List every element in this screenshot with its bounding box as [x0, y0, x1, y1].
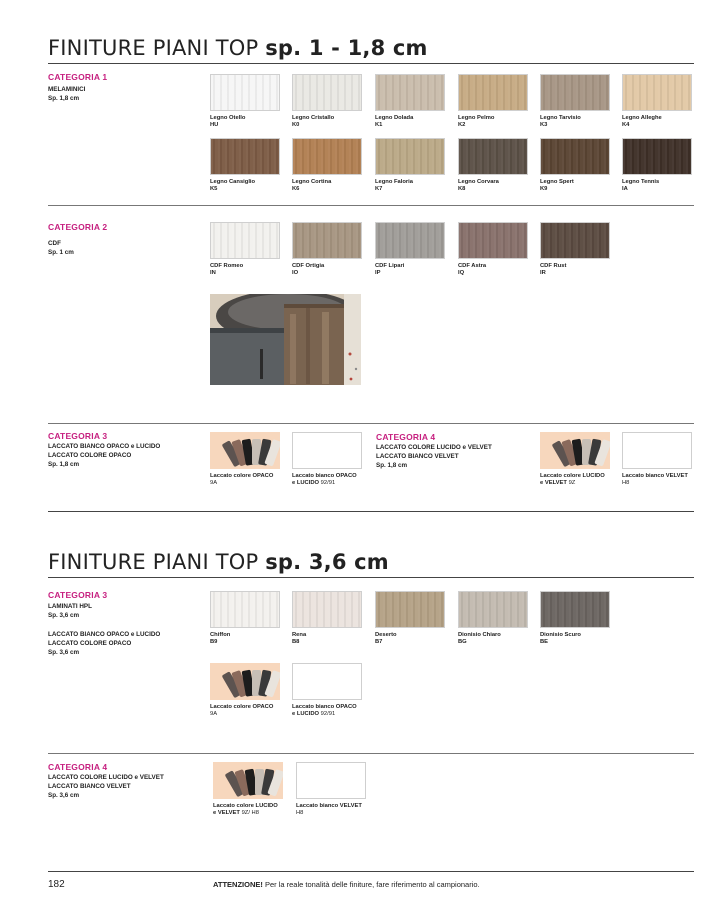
swatch-name: Rena — [292, 632, 307, 638]
swatch-name: Legno Spert — [540, 179, 574, 185]
s1-cat3-line-3: Sp. 1,8 cm — [48, 461, 80, 468]
swatch-K6 — [292, 138, 362, 175]
divider-cat1 — [48, 205, 694, 206]
swatch-name-line2 — [292, 711, 357, 718]
swatch-K5 — [210, 138, 280, 175]
swatch-code: K1 — [375, 122, 383, 128]
s1-cat3-line-2: LACCATO COLORE OPACO — [48, 452, 132, 459]
s1-cat3-line-1: LACCATO BIANCO OPACO e LUCIDO — [48, 443, 161, 450]
swatch-name-line2 — [213, 810, 278, 817]
cat2-line-1: CDF — [48, 240, 61, 247]
swatch-caption — [292, 179, 331, 193]
swatch-code: IA — [622, 186, 628, 192]
swatch-code: 9Z/ H8 — [239, 810, 259, 816]
swatch-9Z/ H8 — [213, 762, 283, 799]
swatch-caption — [210, 704, 273, 718]
swatch-caption — [210, 263, 243, 277]
swatch-name-2: e LUCIDO — [292, 480, 320, 486]
swatch-caption — [540, 115, 581, 129]
cat2-line-2: Sp. 1 cm — [48, 249, 74, 256]
swatch-IA — [622, 138, 692, 175]
swatch-code: IO — [292, 270, 299, 276]
swatch-BG — [458, 591, 528, 628]
swatch-caption — [292, 632, 306, 646]
swatch-9291 — [292, 663, 362, 700]
swatch-code: B7 — [375, 639, 383, 645]
swatch-caption — [375, 263, 404, 277]
swatch-name: Dionisio Chiaro — [458, 632, 501, 638]
cat2-description — [48, 239, 74, 257]
swatch-code: K0 — [292, 122, 300, 128]
swatch-K9 — [540, 138, 610, 175]
swatch-name: Laccato bianco VELVET — [622, 473, 688, 479]
s1-cat3-description — [48, 442, 160, 469]
swatch-code: IR — [540, 270, 546, 276]
swatch-name: Legno Cristallo — [292, 115, 335, 121]
swatch-name: Chiffon — [210, 632, 231, 638]
s2-cat4-line-1: LACCATO COLORE LUCIDO e VELVET — [48, 774, 164, 781]
swatch-code: K4 — [622, 122, 630, 128]
s2-cat3-line-a2: Sp. 3,6 cm — [48, 612, 80, 619]
swatch-caption — [458, 115, 494, 129]
swatch-K7 — [375, 138, 445, 175]
swatch-name-line2 — [540, 480, 605, 487]
footer-note — [213, 880, 480, 889]
swatch-B9 — [210, 591, 280, 628]
swatch-caption — [375, 115, 413, 129]
swatch-caption — [292, 473, 357, 487]
s1-cat4-line-2: LACCATO BIANCO VELVET — [376, 453, 459, 460]
swatch-caption — [622, 473, 688, 487]
swatch-H8 — [622, 432, 692, 469]
swatch-code: BG — [458, 639, 467, 645]
swatch-code: H8 — [622, 480, 630, 486]
swatch-code: 9Z — [566, 480, 576, 486]
footer-note-bold: ATTENZIONE! — [213, 880, 263, 889]
swatch-caption — [296, 803, 362, 817]
section2-top-rule — [48, 577, 694, 578]
swatch-K3 — [540, 74, 610, 111]
swatch-code: K8 — [458, 186, 466, 192]
s1-cat4-line-1: LACCATO COLORE LUCIDO e VELVET — [376, 444, 492, 451]
swatch-caption — [375, 632, 397, 646]
s2-cat3-line-b3: Sp. 3,6 cm — [48, 649, 80, 656]
swatch-IR — [540, 222, 610, 259]
swatch-caption — [210, 115, 245, 129]
swatch-IN — [210, 222, 280, 259]
swatch-name: Laccato colore OPACO — [210, 704, 274, 710]
section1-title-bold: sp. 1 - 1,8 cm — [265, 36, 428, 60]
swatch-9A — [210, 432, 280, 469]
swatch-caption — [540, 473, 605, 487]
swatch-K2 — [458, 74, 528, 111]
swatch-name: Legno Alleghe — [622, 115, 662, 121]
swatch-IO — [292, 222, 362, 259]
cat1-label: CATEGORIA 1 — [48, 72, 108, 82]
swatch-name: CDF Lipari — [375, 263, 405, 269]
swatch-IQ — [458, 222, 528, 259]
swatch-code: K3 — [540, 122, 548, 128]
swatch-name: CDF Astra — [458, 263, 487, 269]
swatch-BE — [540, 591, 610, 628]
s2-cat4-label: CATEGORIA 4 — [48, 762, 108, 772]
swatch-name: Legno Dolada — [375, 115, 414, 121]
swatch-B7 — [375, 591, 445, 628]
swatch-name: Legno Corvara — [458, 179, 499, 185]
cat1-line-2: Sp. 1,8 cm — [48, 95, 80, 102]
swatch-H8 — [296, 762, 366, 799]
swatch-code: BE — [540, 639, 549, 645]
swatch-K0 — [292, 74, 362, 111]
swatch-name: CDF Romeo — [210, 263, 244, 269]
swatch-caption — [292, 263, 324, 277]
product-photo-illustration — [210, 294, 361, 385]
swatch-K8 — [458, 138, 528, 175]
swatch-name: Laccato colore LUCIDO — [540, 473, 605, 479]
section2-title-regular: FINITURE PIANI TOP — [48, 550, 266, 574]
swatch-K1 — [375, 74, 445, 111]
swatch-code: 9A — [210, 480, 218, 486]
s2-cat3-line-b2: LACCATO COLORE OPACO — [48, 640, 132, 647]
swatch-code: 9A — [210, 711, 218, 717]
s2-cat3-label: CATEGORIA 3 — [48, 590, 108, 600]
swatch-caption — [292, 115, 334, 129]
swatch-caption — [540, 263, 566, 277]
swatch-name: Legno Pelmo — [458, 115, 495, 121]
swatch-name: Legno Cortina — [292, 179, 332, 185]
swatch-name-2: e VELVET — [540, 480, 567, 486]
swatch-caption — [458, 179, 499, 193]
swatch-code: IN — [210, 270, 216, 276]
s2-cat3-line-a1: LAMINATI HPL — [48, 603, 92, 610]
swatch-code: K7 — [375, 186, 383, 192]
swatch-caption — [210, 632, 230, 646]
swatch-name: Legno Tarvisio — [540, 115, 581, 121]
section1-top-rule — [48, 63, 694, 64]
swatch-code: IP — [375, 270, 381, 276]
swatch-name: Legno Faloria — [375, 179, 414, 185]
swatch-caption — [458, 263, 486, 277]
s2-cat3-description-b — [48, 630, 160, 657]
divider-s2-cat3 — [48, 753, 694, 754]
swatch-name: CDF Ortigia — [292, 263, 325, 269]
s1-cat4-label: CATEGORIA 4 — [376, 432, 436, 442]
swatch-caption — [622, 115, 662, 129]
swatch-code: B9 — [210, 639, 218, 645]
swatch-name: Legno Cansiglio — [210, 179, 256, 185]
section2-title-bold: sp. 3,6 cm — [265, 550, 389, 574]
swatch-name: Laccato colore OPACO — [210, 473, 274, 479]
swatch-code: K9 — [540, 186, 548, 192]
swatch-name-2: e LUCIDO — [292, 711, 320, 717]
swatch-name: Laccato bianco OPACO — [292, 704, 357, 710]
swatch-caption — [458, 632, 501, 646]
s2-cat4-line-2: LACCATO BIANCO VELVET — [48, 783, 131, 790]
section1-title-regular: FINITURE PIANI TOP — [48, 36, 266, 60]
swatch-name: Deserto — [375, 632, 397, 638]
swatch-K4 — [622, 74, 692, 111]
swatch-B8 — [292, 591, 362, 628]
swatch-name: Dionisio Scuro — [540, 632, 581, 638]
cat1-description — [48, 85, 85, 103]
swatch-code: 92/91 — [319, 480, 336, 486]
swatch-IP — [375, 222, 445, 259]
swatch-9Z — [540, 432, 610, 469]
swatch-caption — [375, 179, 413, 193]
s2-cat3-line-b1: LACCATO BIANCO OPACO e LUCIDO — [48, 631, 161, 638]
swatch-code: B8 — [292, 639, 300, 645]
swatch-code: HU — [210, 122, 219, 128]
cat2-label: CATEGORIA 2 — [48, 222, 108, 232]
swatch-name: Laccato colore LUCIDO — [213, 803, 278, 809]
swatch-caption — [540, 632, 581, 646]
swatch-code: K5 — [210, 186, 218, 192]
swatch-9A — [210, 663, 280, 700]
swatch-code: IQ — [458, 270, 465, 276]
swatch-name: CDF Rust — [540, 263, 567, 269]
page-number: 182 — [48, 879, 65, 890]
swatch-caption — [213, 803, 278, 817]
swatch-code: K6 — [292, 186, 300, 192]
cat1-line-1: MELAMINICI — [48, 86, 86, 93]
s2-cat3-description-a — [48, 602, 92, 620]
swatch-name-line2 — [292, 480, 357, 487]
s1-cat3-label: CATEGORIA 3 — [48, 431, 108, 441]
swatch-9291 — [292, 432, 362, 469]
swatch-caption — [210, 179, 255, 193]
swatch-caption — [622, 179, 659, 193]
swatch-name: Legno Otello — [210, 115, 246, 121]
s2-cat4-line-3: Sp. 3,6 cm — [48, 792, 80, 799]
s1-cat4-line-3: Sp. 1,8 cm — [376, 462, 408, 469]
swatch-code: K2 — [458, 122, 466, 128]
footer-rule — [48, 871, 694, 872]
swatch-name: Legno Tennis — [622, 179, 660, 185]
product-photo — [210, 294, 361, 385]
section1-title — [48, 36, 428, 60]
divider-cat4 — [376, 423, 694, 424]
footer-note-text: Per la reale tonalità delle finiture, fare riferimento al campionario. — [262, 880, 480, 889]
swatch-name: Laccato bianco OPACO — [292, 473, 357, 479]
swatch-HU — [210, 74, 280, 111]
swatch-caption — [292, 704, 357, 718]
swatch-caption — [210, 473, 273, 487]
s2-cat4-description — [48, 773, 164, 800]
swatch-name-2: e VELVET — [213, 810, 240, 816]
section2-title — [48, 550, 389, 574]
swatch-caption — [540, 179, 574, 193]
swatch-name: Laccato bianco VELVET — [296, 803, 362, 809]
swatch-code: 92/91 — [319, 711, 336, 717]
s1-cat4-description — [376, 443, 492, 470]
section1-bottom-rule — [48, 511, 694, 512]
swatch-code: H8 — [296, 810, 304, 816]
